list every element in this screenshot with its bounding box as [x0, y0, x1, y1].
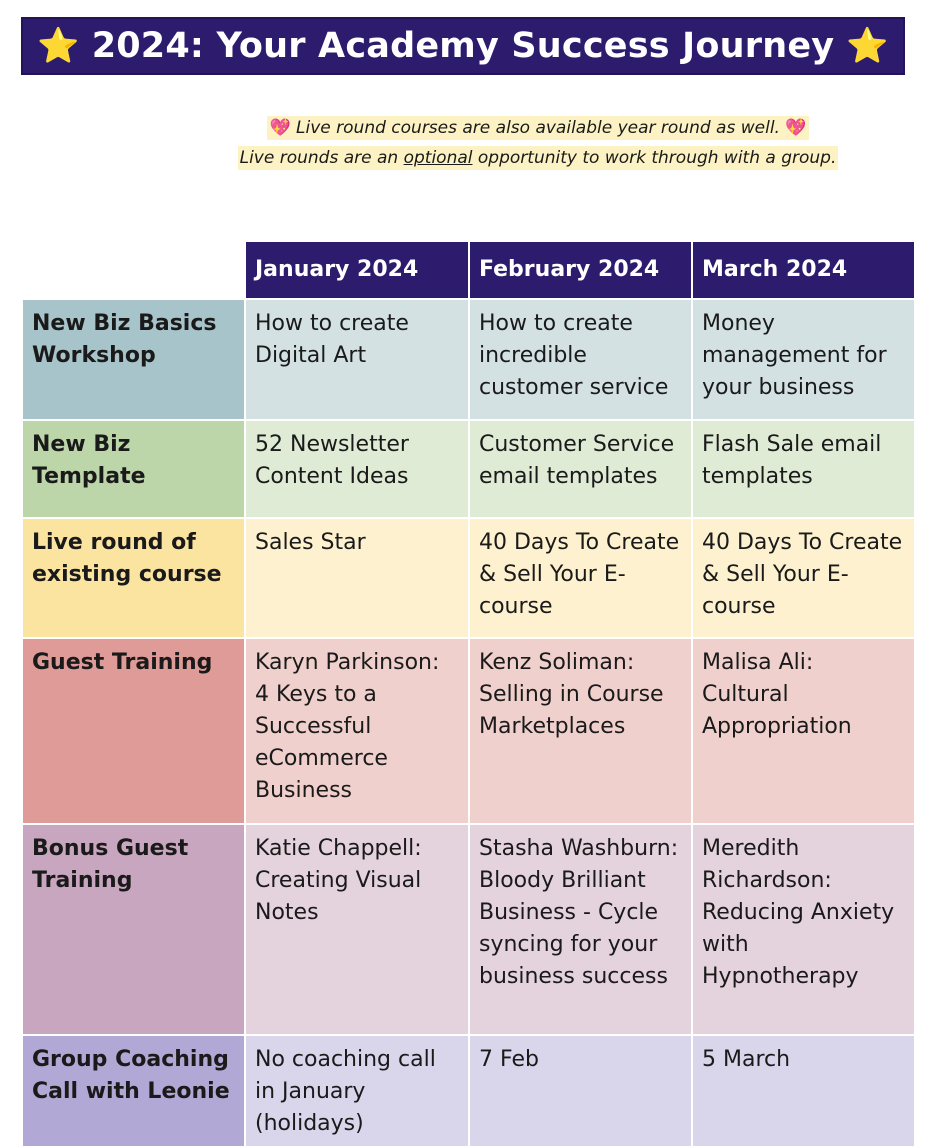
- table-header-row: [22, 241, 915, 299]
- table-cell: 7 Feb: [469, 1035, 692, 1147]
- page-title: 2024: Your Academy Success Journey: [91, 26, 835, 66]
- table-row: [22, 824, 915, 1035]
- table-cell: How to create incredible customer service: [469, 299, 692, 420]
- star-icon: ⭐: [846, 26, 889, 66]
- row-header-group-coaching: Group Coaching Call with Leonie: [22, 1035, 245, 1147]
- table-cell: Malisa Ali: Cultural Appropriation: [692, 638, 915, 824]
- row-header-bonus-guest-training: Bonus Guest Training: [22, 824, 245, 1035]
- table-cell: 5 March: [692, 1035, 915, 1147]
- table-cell: Katie Chappell: Creating Visual Notes: [245, 824, 469, 1035]
- heart-icon: 💖: [269, 118, 291, 138]
- schedule-table: [21, 240, 916, 1148]
- note-line-2: [70, 146, 936, 170]
- table-cell: Money management for your business: [692, 299, 915, 420]
- note-line-1: [70, 116, 936, 140]
- heart-icon: 💖: [785, 118, 807, 138]
- column-header-february: February 2024: [469, 241, 692, 299]
- table-row: [22, 420, 915, 518]
- table-cell: 52 Newsletter Content Ideas: [245, 420, 469, 518]
- row-header-new-biz-basics: New Biz Basics Workshop: [22, 299, 245, 420]
- note-line-1-text: Live round courses are also available year round as well.: [296, 118, 780, 138]
- column-header-march: March 2024: [692, 241, 915, 299]
- table-cell: Sales Star: [245, 518, 469, 638]
- row-header-guest-training: Guest Training: [22, 638, 245, 824]
- row-header-new-biz-template: New Biz Template: [22, 420, 245, 518]
- note-line-2-after: opportunity to work through with a group.: [477, 148, 837, 168]
- table-corner-cell: [22, 241, 245, 299]
- table-cell: 40 Days To Create & Sell Your E-course: [692, 518, 915, 638]
- table-cell: Stasha Washburn: Bloody Brilliant Business - Cycle syncing for your business success: [469, 824, 692, 1035]
- page-title-banner: [21, 17, 905, 75]
- star-icon: ⭐: [37, 26, 80, 66]
- table-cell: Customer Service email templates: [469, 420, 692, 518]
- table-row: [22, 1035, 915, 1147]
- table-cell: Karyn Parkinson: 4 Keys to a Successful eCommerce Business: [245, 638, 469, 824]
- table-cell: Kenz Soliman: Selling in Course Marketplaces: [469, 638, 692, 824]
- table-cell: How to create Digital Art: [245, 299, 469, 420]
- note-line-2-before: Live rounds are an: [239, 148, 399, 168]
- table-row: [22, 299, 915, 420]
- table-cell: Meredith Richardson: Reducing Anxiety with Hypnotherapy: [692, 824, 915, 1035]
- note-emphasis-optional: optional: [403, 148, 473, 168]
- table-cell: 40 Days To Create & Sell Your E-course: [469, 518, 692, 638]
- table-row: [22, 518, 915, 638]
- table-cell: No coaching call in January (holidays): [245, 1035, 469, 1147]
- table-row: [22, 638, 915, 824]
- row-header-live-round: Live round of existing course: [22, 518, 245, 638]
- column-header-january: January 2024: [245, 241, 469, 299]
- table-cell: Flash Sale email templates: [692, 420, 915, 518]
